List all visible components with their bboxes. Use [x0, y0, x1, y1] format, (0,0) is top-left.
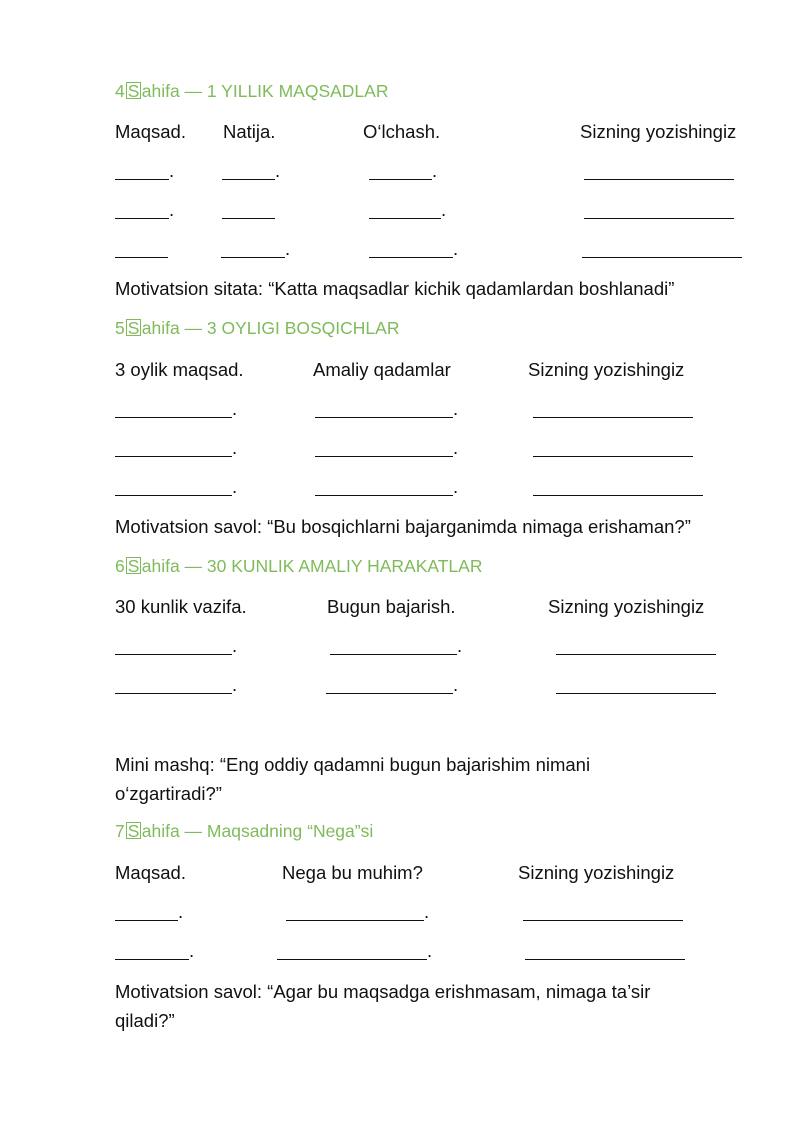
section-5-heading: 5 S ahifa — 3 OYLIGI BOSQICHLAR: [115, 318, 400, 338]
blank-line[interactable]: [369, 257, 453, 258]
s6-col-today: Bugun bajarish.: [327, 596, 456, 617]
s4-col-result: Natija.: [223, 121, 276, 142]
motivation-question: Motivatsion savol: “Agar bu maqsadga erishmasam, nimaga ta’sir qiladi?”: [115, 981, 651, 1031]
blank-line[interactable]: [315, 417, 453, 418]
blank-line[interactable]: [277, 959, 427, 960]
s7-col-goal: Maqsad.: [115, 862, 186, 883]
s6-col-task: 30 kunlik vazifa.: [115, 596, 247, 617]
mini-exercise: Mini mashq: “Eng oddiy qadamni bugun bajarishim nimani o‘zgartiradi?”: [115, 754, 591, 804]
placeholder-box-icon: S: [127, 318, 140, 338]
blank-line[interactable]: [115, 920, 178, 921]
motivation-quote: Motivatsion sitata: “Katta maqsadlar kichik qadamlardan boshlanadi”: [115, 278, 675, 299]
s6-col-write: Sizning yozishingiz: [548, 596, 705, 617]
blank-line[interactable]: [533, 417, 693, 418]
blank-line[interactable]: [584, 179, 734, 180]
s7-col-write: Sizning yozishingiz: [518, 862, 675, 883]
s4-col-write: Sizning yozishingiz: [580, 121, 737, 142]
blank-line[interactable]: [369, 179, 432, 180]
s5-col-goal: 3 oylik maqsad.: [115, 359, 244, 380]
blank-line[interactable]: [556, 693, 716, 694]
blank-line[interactable]: [115, 218, 169, 219]
blank-line[interactable]: [330, 654, 457, 655]
placeholder-box-icon: S: [127, 556, 140, 576]
s7-col-why: Nega bu muhim?: [282, 862, 423, 883]
blank-line[interactable]: [584, 218, 734, 219]
blank-line[interactable]: [533, 456, 693, 457]
blank-line[interactable]: [222, 218, 275, 219]
s4-col-measure: O‘lchash.: [363, 121, 441, 142]
placeholder-box-icon: S: [127, 81, 140, 101]
section-4-heading: 4 S ahifa — 1 YILLIK MAQSADLAR: [115, 81, 389, 101]
blank-line[interactable]: [315, 456, 453, 457]
worksheet-page: 4 S ahifa — 1 YILLIK MAQSADLAR Maqsad. Natija. O‘lchash. Sizning yozishingiz . . . . . . . Motivatsion sitata: “Katta maqsadlar kichik qadamlardan boshlanadi” 5 S ahifa — 3 OYLIGI BOSQICHLAR 3 oylik maqsad. Amaliy qadamlar Sizning yozishingiz . . . . . . Motivatsion savol: “Bu bosqichlarni bajarganimda nimaga erishaman?” 6 S ahifa — 30 KUNLIK AMALIY HARAKATLAR 30 kunlik vazifa. Bugun bajarish. Sizning yozishingiz . . . . Mini mashq: “Eng oddiy qadamni bugun bajarishim nimani o‘zgartiradi?” 7 S ahifa — Maqsadning “Nega”si Maqsad. Nega bu muhim? Sizning yozishingiz . . . . Motivatsion savol: “Agar bu maqsadga erishmasam, nimaga ta’sir qiladi?”: [0, 0, 800, 1131]
section-6-heading: 6 S ahifa — 30 KUNLIK AMALIY HARAKATLAR: [115, 556, 483, 576]
blank-line[interactable]: [523, 920, 683, 921]
blank-line[interactable]: [115, 495, 232, 496]
blank-line[interactable]: [115, 417, 232, 418]
blank-line[interactable]: [315, 495, 453, 496]
blank-line[interactable]: [286, 920, 424, 921]
placeholder-box-icon: S: [127, 821, 140, 841]
blank-line[interactable]: [115, 693, 232, 694]
blank-line[interactable]: [221, 257, 285, 258]
motivation-question: Motivatsion savol: “Bu bosqichlarni bajarganimda nimaga erishaman?”: [115, 516, 691, 537]
section-7-heading: 7 S ahifa — Maqsadning “Nega”si: [115, 821, 374, 841]
blank-line[interactable]: [369, 218, 441, 219]
blank-line[interactable]: [326, 693, 453, 694]
s5-col-steps: Amaliy qadamlar: [313, 359, 451, 380]
blank-line[interactable]: [582, 257, 742, 258]
blank-line[interactable]: [115, 257, 168, 258]
blank-line[interactable]: [115, 959, 189, 960]
blank-line[interactable]: [525, 959, 685, 960]
blank-line[interactable]: [115, 654, 232, 655]
blank-line[interactable]: [115, 456, 232, 457]
blank-line[interactable]: [533, 495, 703, 496]
blank-line[interactable]: [222, 179, 275, 180]
blank-line[interactable]: [556, 654, 716, 655]
s4-col-goal: Maqsad.: [115, 121, 186, 142]
blank-line[interactable]: [115, 179, 169, 180]
s5-col-write: Sizning yozishingiz: [528, 359, 685, 380]
